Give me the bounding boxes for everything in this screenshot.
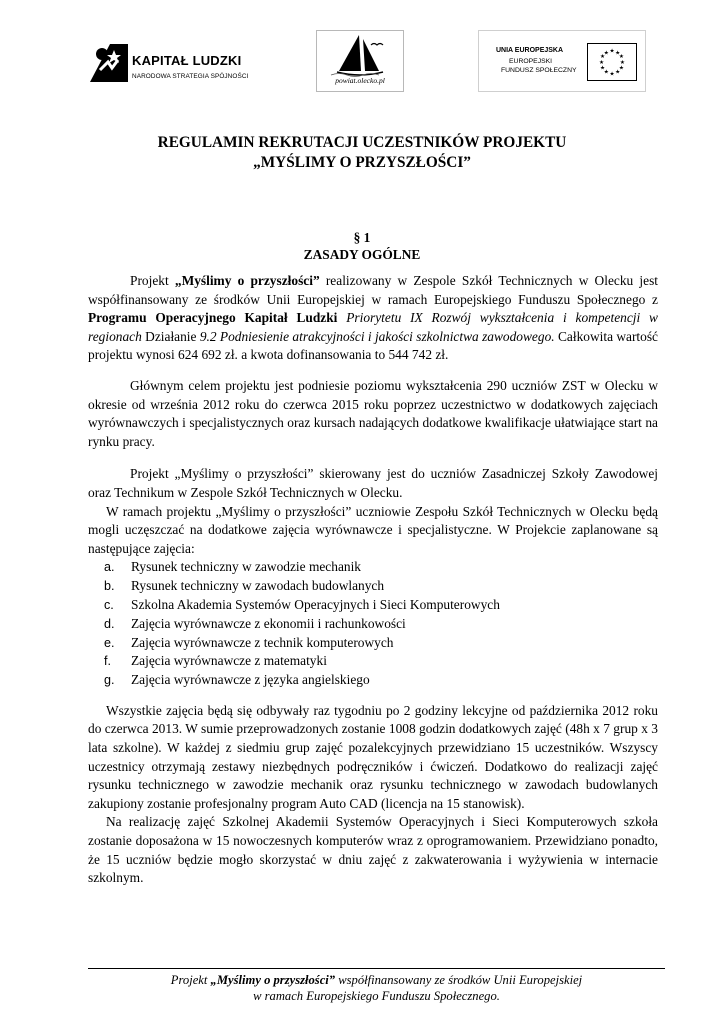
list-item: [88, 596, 658, 615]
kapital-ludzki-emblem-icon: [88, 40, 130, 84]
paragraph-schedule: Wszystkie zajęcia będą się odbywały raz tygodniu po 2 godziny lekcyjne od października 2012 roku do czerwca 2013. W sumie przeprowadzonych zostanie 1008 godzin dodatkowych zajęć (48h x 7 grup x 3 lata szkolne). W każdej z siedmiu grup zajęć pozalekcyjnych przewidziano 15 uczestników. Wszyscy uczestnicy otrzymają zestawy niezbędnych podręczników i ćwiczeń. Dodatkowo do realizacji zajęć rysunku technicznego w zawodzie mechanik oraz rysunku technicznego w zawodach budowlanych zakupiony zostanie profesjonalny program Auto CAD (licencja na 15 stanowisk).: [88, 702, 658, 811]
page-footer: [88, 972, 665, 1004]
document-body: [88, 272, 658, 888]
p1-text-g: Działanie: [141, 328, 200, 344]
document-title: [0, 133, 724, 173]
list-item-letter: d.: [104, 616, 115, 631]
p1-project-name: „Myślimy o przyszłości”: [174, 273, 320, 288]
courses-list: [88, 558, 658, 690]
paragraph-activities: W ramach projektu „Myślimy o przyszłości” uczniowie Zespołu Szkół Technicznych w Olecku będą mogli uczęszczać na dodatkowe zajęcia wyrównawcze i specjalistyczne. W Projekcie zaplanowane są następujące zajęcia:: [88, 503, 658, 556]
list-item-text: Zajęcia wyrównawcze z matematyki: [131, 653, 327, 669]
list-item: [88, 652, 658, 671]
p1-action: 9.2 Podniesienie atrakcyjności i jakości szkolnictwa zawodowego.: [199, 328, 555, 344]
svg-text:★: ★: [609, 48, 615, 55]
footer-line-2: w ramach Europejskiego Funduszu Społecznego.: [253, 989, 500, 1003]
list-item-letter: f.: [104, 654, 111, 669]
svg-text:★: ★: [599, 59, 605, 66]
section-number: § 1: [353, 230, 371, 245]
footer-text-c: współfinansowany ze środków Unii Europejskiej: [335, 973, 583, 987]
list-item-text: Zajęcia wyrównawcze z technik komputerowych: [131, 634, 394, 650]
list-item-text: Rysunek techniczny w zawodzie mechanik: [131, 559, 361, 575]
paragraph-equipment: Na realizację zajęć Szkolnej Akademii Systemów Operacyjnych i Sieci Komputerowych szkoła zostanie doposażona w 15 nowoczesnych komputerów wraz z oprogramowaniem. Przewidziano ponadto, że 15 uczniów będzie mogło skorzystać w dniu zajęć z zakwaterowania i wyżywienia w internacie szkolnym.: [88, 814, 658, 886]
list-item-letter: b.: [104, 579, 115, 594]
list-item-letter: e.: [104, 635, 115, 650]
footer-line-1: [88, 972, 665, 988]
title-line-1: REGULAMIN REKRUTACJI UCZESTNIKÓW PROJEKTU: [157, 134, 567, 151]
list-item: [88, 634, 658, 653]
list-item-letter: a.: [104, 560, 115, 575]
footer-text-a: Projekt: [170, 973, 211, 987]
eu-line2: EUROPEJSKI: [509, 58, 553, 65]
list-item-letter: c.: [104, 597, 114, 612]
list-item: [88, 577, 658, 596]
p1-program-name: Programu Operacyjnego Kapitał Ludzki: [88, 310, 338, 326]
footer-divider: [88, 968, 665, 969]
eu-line3: FUNDUSZ SPOŁECZNY: [501, 67, 577, 74]
p1-text-c: realizowany w Zespole Szkół Technicznych w Olecku jest współfinansowany ze środków Unii Europejskiej w ramach Europejskiego Funduszu Społecznego z: [88, 273, 659, 307]
svg-text:★: ★: [603, 50, 609, 57]
kapital-ludzki-name: KAPITAŁ LUDZKI: [132, 53, 242, 68]
footer-project-name: „Myślimy o przyszłości”: [210, 973, 336, 987]
list-item-text: Zajęcia wyrównawcze z języka angielskiego: [131, 672, 370, 688]
list-item: [88, 671, 658, 690]
list-item-text: Zajęcia wyrównawcze z ekonomii i rachunkowości: [131, 615, 406, 631]
p1-text-a: Projekt: [130, 273, 175, 288]
p1-space: [337, 310, 346, 325]
eu-line1: UNIA EUROPEJSKA: [496, 47, 564, 54]
sailboat-icon: [317, 31, 403, 79]
list-item-text: Szkolna Akademia Systemów Operacyjnych i Sieci Komputerowych: [131, 596, 500, 612]
svg-text:★: ★: [599, 65, 606, 72]
svg-text:★: ★: [618, 54, 625, 61]
eu-flag-icon: [587, 43, 637, 81]
list-item-letter: g.: [104, 673, 115, 688]
p1-priority: Priorytetu IX Rozwój wykształcenia i kompetencji w regionach: [88, 310, 658, 344]
paragraph-goal: Głównym celem projektu jest podniesie poziomu wykształcenia 290 uczniów ZST w Olecku w okresie od września 2012 roku do czerwca 2015 roku poprzez uczestnictwo w dodatkowych zajęciach wyrównawczych i specjalistycznych oraz kursach nadających dodatkowe kwalifikacje ułatwiające start na rynku pracy.: [88, 377, 658, 449]
svg-text:★: ★: [615, 50, 621, 57]
eu-efs-logo: [478, 30, 646, 92]
svg-text:★: ★: [603, 69, 609, 76]
svg-text:★: ★: [619, 59, 625, 66]
kapital-ludzki-tagline: NARODOWA STRATEGIA SPÓJNOŚCI: [132, 73, 249, 80]
svg-text:★: ★: [609, 71, 615, 78]
title-line-2: „MYŚLIMY O PRZYSZŁOŚCI”: [253, 154, 471, 171]
svg-text:★: ★: [615, 69, 621, 76]
powiat-url: powiat.olecko.pl: [335, 76, 385, 85]
list-item: [88, 615, 658, 634]
paragraph-project-intro: [88, 272, 658, 365]
svg-text:★: ★: [618, 65, 625, 72]
p1-text-i: Całkowita wartość projektu wynosi 624 692 zł. a kwota dofinansowania to 544 742 zł.: [88, 328, 659, 363]
list-item-text: Rysunek techniczny w zawodach budowlanych: [131, 578, 385, 594]
paragraph-target-group: Projekt „Myślimy o przyszłości” skierowany jest do uczniów Zasadniczej Szkoły Zawodowej oraz Technikum w Zespole Szkół Technicznych w Olecku.: [88, 466, 658, 500]
kapital-ludzki-logo: [88, 38, 268, 88]
list-item: [88, 558, 658, 577]
section-title: ZASADY OGÓLNE: [303, 247, 421, 262]
svg-text:★: ★: [599, 54, 606, 61]
powiat-olecko-logo: [316, 30, 404, 92]
